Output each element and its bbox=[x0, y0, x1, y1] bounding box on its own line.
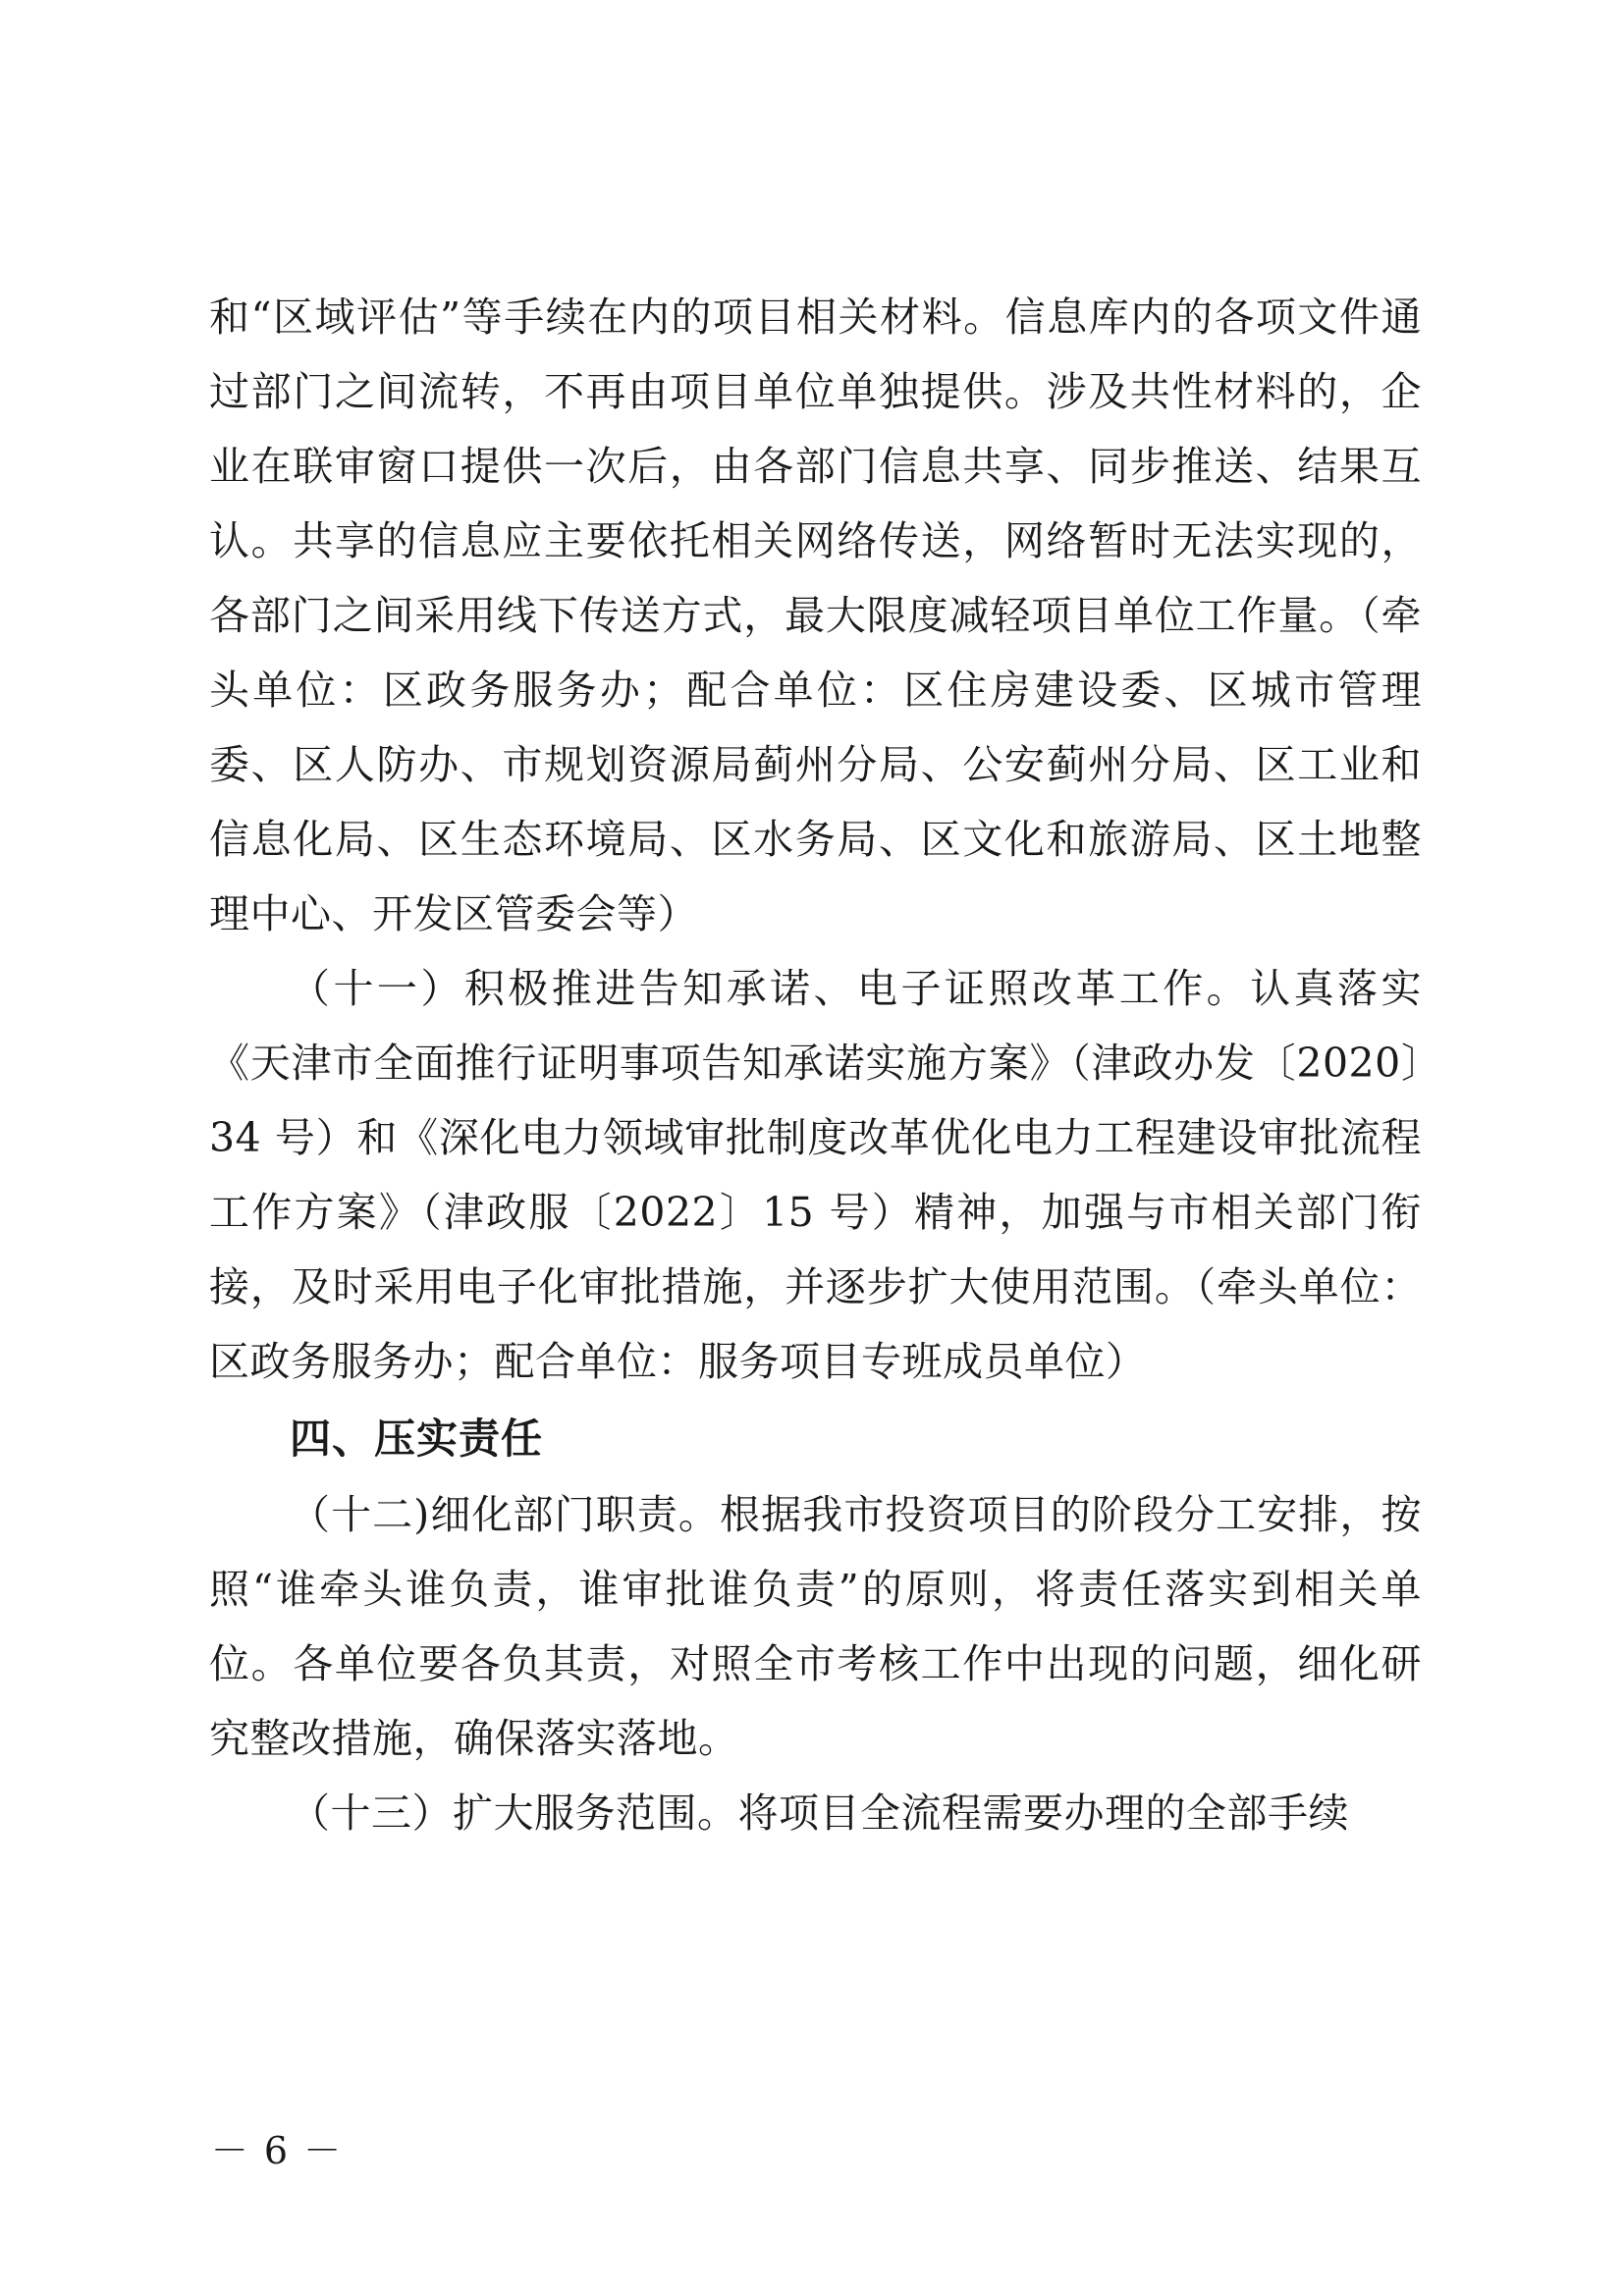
section-heading-four: 四、压实责任 bbox=[290, 1415, 544, 1463]
page-number: － 6 － bbox=[210, 2129, 344, 2172]
paragraph-item-twelve: （十二)细化部门职责。根据我市投资项目的阶段分工安排，按照“谁牵头谁负责，谁审批谁负责”的原则，将责任落实到相关单位。各单位要各负其责，对照全市考核工作中出现的问题，细化研究整改措施，确保落实落地。 bbox=[209, 1491, 1422, 1762]
paragraph-item-eleven: （十一）积极推进告知承诺、电子证照改革工作。认真落实《天津市全面推行证明事项告知承诺实施方案》（津政办发〔2020〕34 号）和《深化电力领域审批制度改革优化电力工程建设审批流程工作方案》（津政服〔2022〕15 号）精神，加强与市相关部门衔接，及时采用电子化审批措施，并逐步扩大使用范围。（牵头单位：区政务服务办；配合单位：服务项目专班成员单位） bbox=[209, 965, 1422, 1385]
page-body bbox=[209, 280, 1422, 1850]
paragraph-continuation: 和“区域评估”等手续在内的项目相关材料。信息库内的各项文件通过部门之间流转，不再由项目单位单独提供。涉及共性材料的，企业在联审窗口提供一次后，由各部门信息共享、同步推送、结果互认。共享的信息应主要依托相关网络传送，网络暂时无法实现的，各部门之间采用线下传送方式，最大限度减轻项目单位工作量。（牵头单位：区政务服务办；配合单位：区住房建设委、区城市管理委、区人防办、市规划资源局蓟州分局、公安蓟州分局、区工业和信息化局、区生态环境局、区水务局、区文化和旅游局、区土地整理中心、开发区管委会等） bbox=[209, 294, 1422, 937]
page-footer bbox=[0, 2120, 1624, 2174]
paragraph-item-thirteen: （十三）扩大服务范围。将项目全流程需要办理的全部手续 bbox=[290, 1789, 1349, 1837]
